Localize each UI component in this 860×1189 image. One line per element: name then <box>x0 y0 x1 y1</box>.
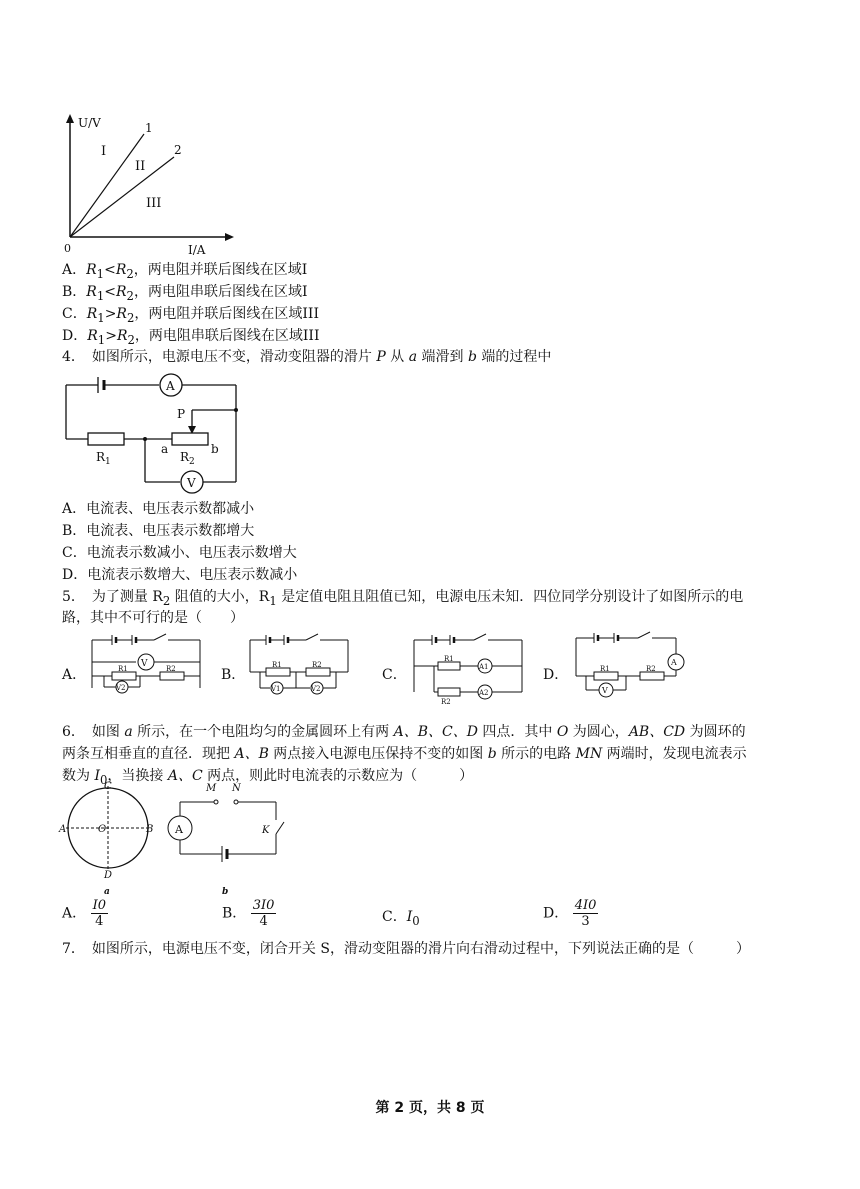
q5c-a1: A1 <box>479 663 489 671</box>
q5c-r2: R2 <box>441 698 451 706</box>
q6b-terminal-n: N <box>232 783 241 794</box>
q4-option-d[interactable]: D．电流表示数增大、电压表示数减小 <box>62 567 298 583</box>
graph-region-2: II <box>135 159 146 174</box>
q4-option-a[interactable]: A．电流表、电压表示数都减小 <box>62 501 255 517</box>
q5c-a2: A2 <box>479 689 489 697</box>
q6b-terminal-m: M <box>206 783 217 794</box>
q5b-v2: V2 <box>311 685 321 693</box>
q5d-r2: R2 <box>646 665 656 673</box>
graph-y-axis-label: U/V <box>78 116 101 130</box>
q6-stem-line3: 数为 $I_0$，当换接 A、C 两点，则此时电流表的示数应为（ ） <box>62 768 474 787</box>
q5a-v2: V2 <box>116 684 126 692</box>
q5-stem-line1: 5． 为了测量 $R_2$ 阻值的大小，$R_1$ 是定值电阻且阻值已知，电源电压未知．四位同学分别设计了如图所示的电 <box>62 589 744 608</box>
q5-option-c-label[interactable]: C． <box>382 667 407 683</box>
q6b-ammeter: A <box>175 823 183 836</box>
q4-end-b: b <box>211 442 219 456</box>
graph-region-1: I <box>101 144 107 159</box>
q6-stem-line2: 两条互相垂直的直径．现把 A、B 两点接入电源电压保持不变的如图 b 所示的电路 MN 两端时，发现电流表示 <box>62 746 747 762</box>
q6b-caption: b <box>222 887 229 897</box>
q4-r1-label: $R_1$ <box>96 450 111 467</box>
q5-option-a-label[interactable]: A． <box>62 667 87 683</box>
q5b-v1: V1 <box>271 685 281 693</box>
q4-ammeter-label: A <box>166 379 175 393</box>
q6b-switch-k: K <box>262 825 270 836</box>
graph-region-3: III <box>146 196 162 211</box>
q4-circuit <box>60 368 250 498</box>
q6-option-a[interactable]: A． $\frac{I0}{4}$ <box>62 898 106 929</box>
graph-line-2-label: 2 <box>174 143 182 157</box>
q6-stem-line1: 6． 如图 a 所示，在一个电阻均匀的金属圆环上有两 A、B、C、D 四点．其中 O 为圆心，AB、CD 为圆环的 <box>62 724 746 740</box>
q7-stem: 7． 如图所示，电源电压不变，闭合开关 S，滑动变阻器的滑片向右滑动过程中，下列说法正确的是（ ） <box>62 941 750 957</box>
q5b-r2: R2 <box>312 661 322 669</box>
q5d-r1: R1 <box>600 665 610 673</box>
q5d-ammeter: A <box>671 658 677 667</box>
q3-option-a[interactable]: A．$R_1<R_2$，两电阻并联后图线在区域I <box>62 262 308 281</box>
graph-x-axis-label: I/A <box>188 243 206 257</box>
q4-end-a: a <box>161 442 169 456</box>
q6-option-d[interactable]: D． $\frac{4I0}{3}$ <box>543 898 597 929</box>
q5b-r1: R1 <box>272 661 282 669</box>
q3-option-c[interactable]: C．$R_1>R_2$，两电阻并联后图线在区域III <box>62 306 319 325</box>
q4-option-b[interactable]: B．电流表、电压表示数都增大 <box>62 523 255 539</box>
q3-option-d[interactable]: D．$R_1>R_2$，两电阻串联后图线在区域III <box>62 328 320 347</box>
page-footer: 第 2 页，共 8 页 <box>375 1100 485 1116</box>
graph-origin: 0 <box>64 242 71 255</box>
q5-circuit-a[interactable] <box>88 632 206 694</box>
q6a-point-o: O <box>98 824 107 835</box>
q5a-r1: R1 <box>118 665 128 673</box>
q4-r2-label: $R_2$ <box>180 450 195 467</box>
q6a-caption: a <box>104 887 110 897</box>
graph-line-1-label: 1 <box>145 121 153 135</box>
q6-option-b[interactable]: B． $\frac{3I0}{4}$ <box>222 898 275 929</box>
q4-voltmeter-label: V <box>187 476 196 490</box>
q5-stem-line2: 路，其中不可行的是（ ） <box>62 610 244 626</box>
u-i-graph <box>60 112 240 260</box>
q5-circuit-d[interactable] <box>570 630 694 700</box>
q6a-point-c: C <box>104 781 112 792</box>
q6-option-c[interactable]: C．$I_0$ <box>382 909 420 928</box>
q3-option-b[interactable]: B．$R_1<R_2$，两电阻串联后图线在区域I <box>62 284 308 303</box>
q5-option-b-label[interactable]: B． <box>221 667 246 683</box>
q5-option-d-label[interactable]: D． <box>543 667 569 683</box>
q6a-point-a: A <box>59 824 67 835</box>
q5-circuit-c[interactable] <box>408 632 528 706</box>
q6-figure-b-circuit <box>160 780 290 898</box>
q6a-point-d: D <box>104 870 113 881</box>
q5a-voltmeter: V <box>141 659 148 669</box>
q6-figure-a-ring <box>58 782 158 898</box>
q6a-point-b: B <box>146 824 154 835</box>
q5-circuit-b[interactable] <box>244 632 356 694</box>
q5c-r1: R1 <box>444 655 454 663</box>
q4-slider-label: P <box>177 407 186 421</box>
q4-stem: 4． 如图所示，电源电压不变，滑动变阻器的滑片 P 从 a 端滑到 b 端的过程中 <box>62 349 552 365</box>
q4-option-c[interactable]: C．电流表示数减小、电压表示数增大 <box>62 545 297 561</box>
q5a-r2: R2 <box>166 665 176 673</box>
q5d-voltmeter: V <box>602 686 608 695</box>
